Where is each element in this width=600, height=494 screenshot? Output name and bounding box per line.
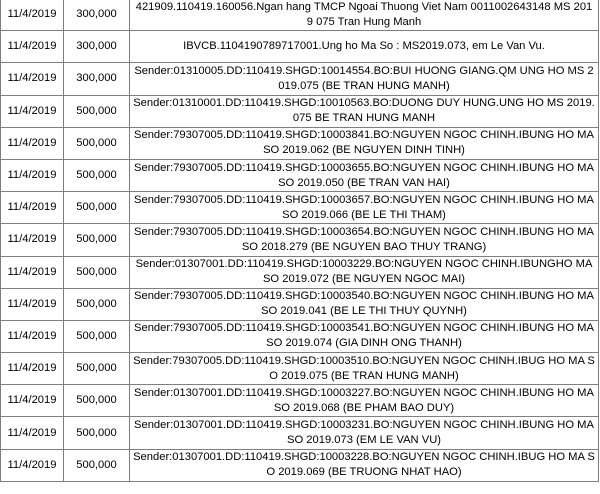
date-cell: 11/4/2019 <box>1 288 64 320</box>
date-cell: 11/4/2019 <box>1 320 64 352</box>
date-cell: 11/4/2019 <box>1 31 64 63</box>
date-cell: 11/4/2019 <box>1 192 64 224</box>
table-row <box>1 353 599 385</box>
date-cell: 11/4/2019 <box>1 0 64 31</box>
amount-cell: 300,000 <box>64 63 130 95</box>
table-row <box>1 417 599 449</box>
description-cell: Sender:79307005.DD:110419.SHGD:10003657.BO:NGUYEN NGOC CHINH.IBUNG HO MA SO 2019.066 (BE LE THI THAM) <box>130 192 599 224</box>
table-row <box>1 159 599 191</box>
amount-cell: 500,000 <box>64 256 130 288</box>
date-cell: 11/4/2019 <box>1 159 64 191</box>
date-cell: 11/4/2019 <box>1 127 64 159</box>
description-cell: Sender:01307001.DD:110419.SHGD:10003227.BO:NGUYEN NGOC CHINH.IBUNG HO MA SO 2019.068 (BE PHAM BAO DUY) <box>130 385 599 417</box>
date-cell: 11/4/2019 <box>1 63 64 95</box>
table-row <box>1 288 599 320</box>
date-cell: 11/4/2019 <box>1 353 64 385</box>
amount-cell: 500,000 <box>64 449 130 481</box>
table-row <box>1 95 599 127</box>
table-row <box>1 63 599 95</box>
date-cell: 11/4/2019 <box>1 449 64 481</box>
description-cell: Sender:79307005.DD:110419.SHGD:10003510.BO:NGUYEN NGOC CHINH.IBUG HO MA SO 2019.075 (BE TRAN HUNG MANH) <box>130 353 599 385</box>
amount-cell: 500,000 <box>64 224 130 256</box>
table-row <box>1 320 599 352</box>
description-cell: Sender:79307005.DD:110419.SHGD:10003655.BO:NGUYEN NGOC CHINH.IBUNG HO MA SO 2019.050 (BE TRAN VAN HAI) <box>130 159 599 191</box>
amount-cell: 500,000 <box>64 385 130 417</box>
amount-cell: 500,000 <box>64 288 130 320</box>
table-row <box>1 127 599 159</box>
description-cell: Sender:79307005.DD:110419.SHGD:10003841.BO:NGUYEN NGOC CHINH.IBUNG HO MA SO 2019.062 (BE NGUYEN DINH TINH) <box>130 127 599 159</box>
description-cell: Sender:01310005.DD:110419.SHGD:10014554.BO:BUI HUONG GIANG.QM UNG HO MS 2019.075 (BE TRAN HUNG MANH) <box>130 63 599 95</box>
donation-table-body <box>1 0 599 481</box>
date-cell: 11/4/2019 <box>1 224 64 256</box>
amount-cell: 500,000 <box>64 159 130 191</box>
amount-cell: 500,000 <box>64 320 130 352</box>
table-row <box>1 0 599 31</box>
description-cell: 421909.110419.160056.Ngan hang TMCP Ngoai Thuong Viet Nam 0011002643148 MS 2019 075 Tran Hung Manh <box>130 0 599 31</box>
table-row <box>1 224 599 256</box>
description-cell: Sender:79307005.DD:110419.SHGD:10003541.BO:NGUYEN NGOC CHINH.IBUNG HO MA SO 2019.074 (GIA DINH ONG THANH) <box>130 320 599 352</box>
amount-cell: 300,000 <box>64 31 130 63</box>
date-cell: 11/4/2019 <box>1 95 64 127</box>
description-cell: IBVCB.1104190789717001.Ung ho Ma So : MS2019.073, em Le Van Vu. <box>130 31 599 63</box>
table-row <box>1 449 599 481</box>
description-cell: Sender:01307001.DD:110419.SHGD:10003229.BO:NGUYEN NGOC CHINH.IBUNGHO MA SO 2019.072 (BE NGUYEN NGOC MAI) <box>130 256 599 288</box>
amount-cell: 300,000 <box>64 0 130 31</box>
amount-cell: 500,000 <box>64 353 130 385</box>
description-cell: Sender:01310001.DD:110419.SHGD:10010563.BO:DUONG DUY HUNG.UNG HO MS 2019.075 BE TRAN HUNG MANH <box>130 95 599 127</box>
table-row <box>1 31 599 63</box>
amount-cell: 500,000 <box>64 192 130 224</box>
table-row <box>1 385 599 417</box>
description-cell: Sender:79307005.DD:110419.SHGD:10003654.BO:NGUYEN NGOC CHINH.IBUNG HO MA SO 2018.279 (BE NGUYEN BAO THUY TRANG) <box>130 224 599 256</box>
description-cell: Sender:01307001.DD:110419.SHGD:10003231.BO:NGUYEN NGOC CHINH.IBUNG HO MA SO 2019.073 (EM LE VAN VU) <box>130 417 599 449</box>
date-cell: 11/4/2019 <box>1 417 64 449</box>
date-cell: 11/4/2019 <box>1 256 64 288</box>
description-cell: Sender:79307005.DD:110419.SHGD:10003540.BO:NGUYEN NGOC CHINH.IBUNG HO MA SO 2019.041 (BE LE THI THUY QUYNH) <box>130 288 599 320</box>
date-cell: 11/4/2019 <box>1 385 64 417</box>
description-cell: Sender:01307001.DD:110419.SHGD:10003228.BO:NGUYEN NGOC CHINH.IBUG HO MA SO 2019.069 (BE TRUONG NHAT HAO) <box>130 449 599 481</box>
table-row <box>1 256 599 288</box>
table-row <box>1 192 599 224</box>
amount-cell: 500,000 <box>64 95 130 127</box>
amount-cell: 500,000 <box>64 417 130 449</box>
amount-cell: 500,000 <box>64 127 130 159</box>
